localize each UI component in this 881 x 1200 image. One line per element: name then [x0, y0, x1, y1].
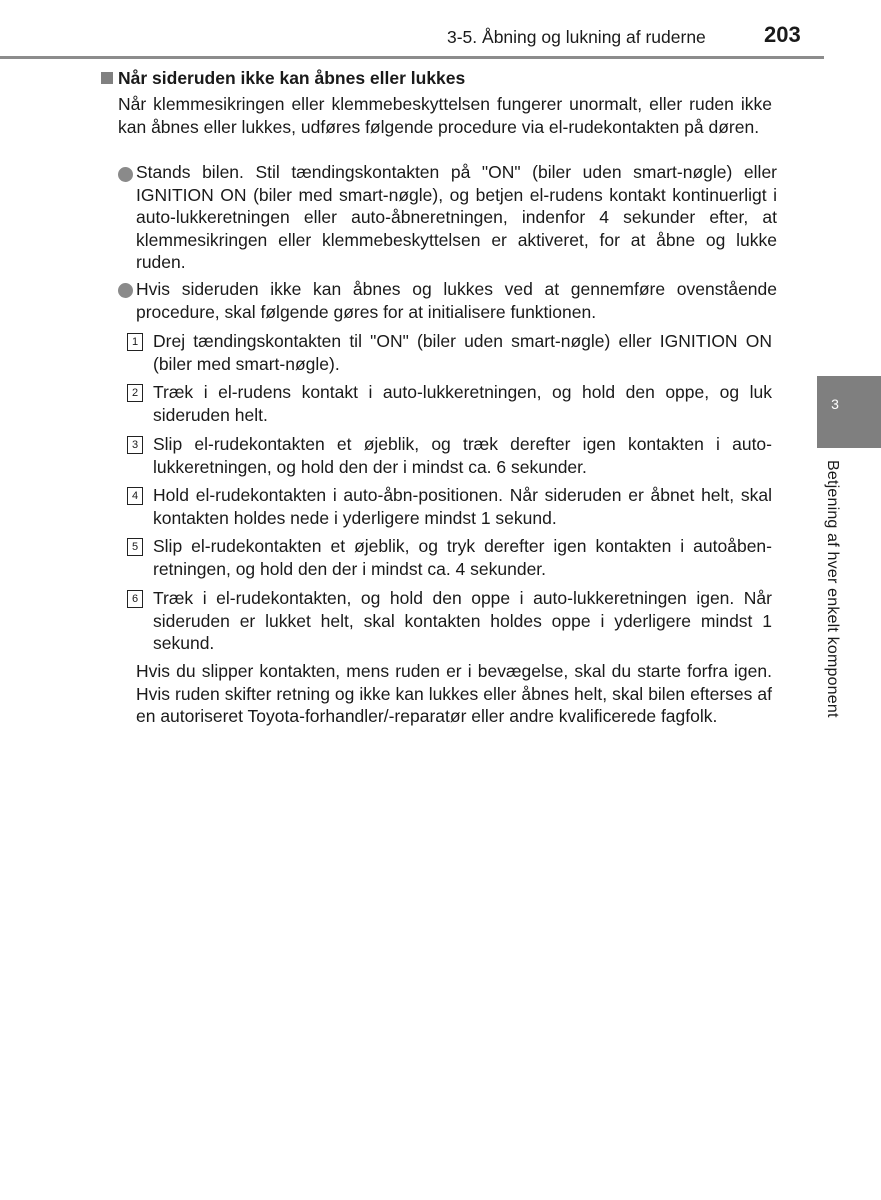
bullet-item-1: Stands bilen. Stil tændingskontakten på "ON" (biler uden smart-nøgle) eller IGNITION ON (biler med smart-nøgle), og betjen el-rudens kontakt kontinuerligt i auto-lukkeretningen eller auto-åbneretningen, indenfor 4 sekunder efter, at klemmesikringen eller klemmebeskyttelsen er aktiveret, for at åbne og lukke ruden. [136, 162, 777, 272]
bullet-item-2: Hvis sideruden ikke kan åbnes og lukkes ved at gennemføre ovenstående procedure, skal følgende gøres for at initialisere funktionen. [136, 279, 777, 322]
chapter-tab [817, 376, 881, 448]
step-4: Hold el-rudekontakten i auto-åbn-positionen. Når sideruden er åbnet helt, skal kontakten holdes nede i yderligere mindst 1 sekund. [153, 485, 772, 528]
step-number-box: 6 [127, 590, 143, 608]
circle-bullet-icon [118, 167, 133, 182]
step-number-box: 5 [127, 538, 143, 556]
step-6: Træk i el-rudekontakten, og hold den oppe i auto-lukkeretningen igen. Når sideruden er lukket helt, skal kontakten holdes oppe i yderligere mindst 1 sekund. [153, 588, 772, 653]
section-title: 3-5. Åbning og lukning af ruderne [447, 27, 706, 47]
intro-paragraph: Når klemmesikringen eller klemmebeskyttelsen fungerer unormalt, eller ruden ikke kan åbnes eller lukkes, udføres følgende procedure via el-rudekontakten på døren. [118, 94, 772, 137]
step-number-box: 3 [127, 436, 143, 454]
step-5: Slip el-rudekontakten et øjeblik, og tryk derefter igen kontakten i autoåben-retningen, og hold den der i mindst ca. 4 sekunder. [153, 536, 772, 579]
chapter-number: 3 [831, 396, 839, 412]
header-divider [0, 56, 824, 59]
page-number: 203 [764, 22, 801, 47]
step-3: Slip el-rudekontakten et øjeblik, og træk derefter igen kontakten i autolukkeretningen, og hold den der i mindst ca. 6 sekunder. [153, 434, 772, 477]
step-2: Træk i el-rudens kontakt i auto-lukkeretningen, og hold den oppe, og luk sideruden helt. [153, 382, 772, 425]
section-heading [101, 68, 465, 89]
closing-paragraph: Hvis du slipper kontakten, mens ruden er i bevægelse, skal du starte forfra igen. Hvis ruden skifter retning og ikke kan lukkes eller åbnes helt, skal bilen efterses af en autoriseret Toyota-forhandler/-reparatør eller andre kvalificerede fagfolk. [136, 661, 772, 726]
step-number-box: 2 [127, 384, 143, 402]
step-1: Drej tændingskontakten til "ON" (biler uden smart-nøgle) eller IGNITION ON (biler med smart-nøgle). [153, 331, 772, 374]
step-number-box: 4 [127, 487, 143, 505]
chapter-title: Betjening af hver enkelt komponent [824, 460, 841, 718]
circle-bullet-icon [118, 283, 133, 298]
step-number-box: 1 [127, 333, 143, 351]
section-heading-text: Når sideruden ikke kan åbnes eller lukkes [118, 68, 466, 88]
square-bullet-icon [101, 72, 113, 84]
